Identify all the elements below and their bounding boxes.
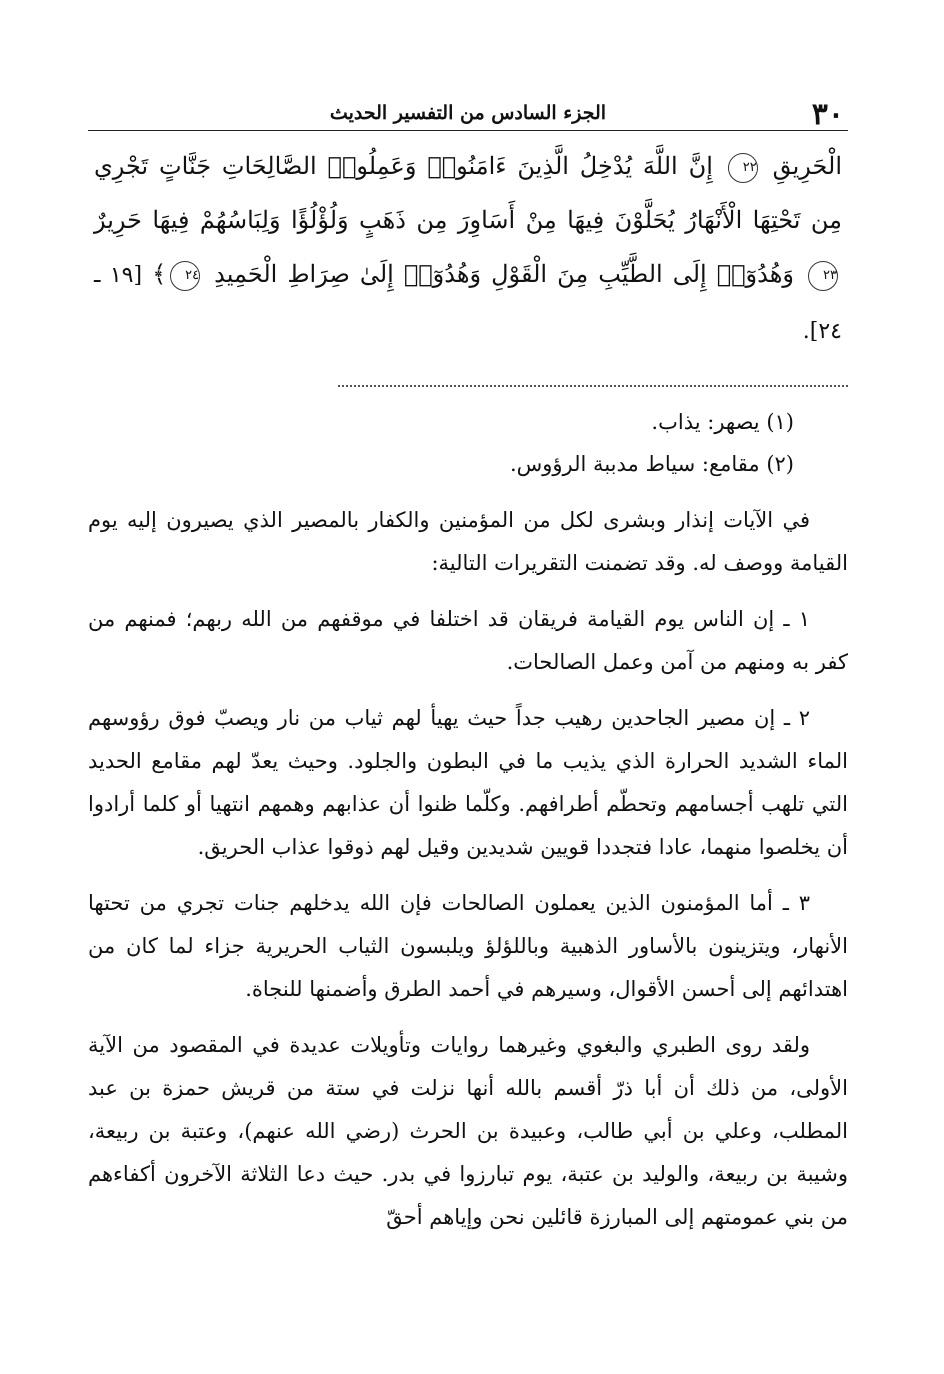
book-page [88, 97, 848, 1252]
ayah-number-marker: ٢٣ [808, 261, 838, 291]
verse-reference: [١٩ ـ ٢٤]. [94, 263, 842, 344]
footnote: (١) يصهر: يذاب. [651, 410, 794, 434]
quran-closing-bracket: ﴾ [152, 260, 167, 288]
commentary-text [88, 499, 848, 1239]
paragraph: ٢ ـ إن مصير الجاحدين رهيب جداً حيث يهيأ لهم ثياب من نار ويصبّ فوق رؤوسهم الماء الشديد الحرارة الذي يذيب ما في البطون والجلود. وحيث يعدّ لهم مقامع الحديد التي تلهب أجسامهم وتحطّم أطرافهم. وكلّما ظنوا أن عذابهم وهمهم انتهيا أو كلما أرادوا أن يخلصوا منهما، عادا فتجددا قويين شديدين وقيل لهم ذوقوا عذاب الحريق. [88, 706, 848, 859]
quran-segment: الْحَرِيقِ [772, 152, 842, 180]
footnote-separator [338, 385, 848, 387]
quran-segment: إِنَّ اللَّهَ يُدْخِلُ الَّذِينَ ءَامَنُوا۟ وَعَمِلُوا۟ الصَّالِحَاتِ جَنَّاتٍ تَجْرِي مِن تَحْتِهَا الْأَنْهَارُ يُحَلَّوْنَ فِيهَا مِنْ أَسَاوِرَ مِن ذَهَبٍ وَلُؤْلُؤًا وَلِبَاسُهُمْ فِيهَا حَرِيرٌ [94, 152, 842, 234]
running-title: الجزء السادس من التفسير الحديث [329, 102, 607, 124]
quran-segment: وَهُدُوٓا۟ إِلَى الطَّيِّبِ مِنَ الْقَوْلِ وَهُدُوٓا۟ إِلَىٰ صِرَاطِ الْحَمِيدِ [214, 260, 794, 288]
page-header [88, 97, 848, 132]
footnotes [88, 401, 794, 485]
footnote: (٢) مقامع: سياط مدببة الرؤوس. [509, 452, 794, 476]
page-number: ٣٠ [811, 97, 844, 132]
paragraph: في الآيات إنذار وبشرى لكل من المؤمنين والكفار بالمصير الذي يصيرون إليه يوم القيامة ووصف له. وقد تضمنت التقريرات التالية: [88, 508, 848, 575]
quran-verses [94, 139, 842, 359]
paragraph: ٣ ـ أما المؤمنون الذين يعملون الصالحات فإن الله يدخلهم جنات تجري من تحتها الأنهار، ويتزينون بالأساور الذهبية وباللؤلؤ ويلبسون الثياب الحريرية جزاء لما كان من اهتدائهم إلى أحسن الأقوال، وسيرهم في أحمد الطرق وأضمنها للنجاة. [88, 891, 848, 1001]
paragraph: ولقد روى الطبري والبغوي وغيرهما روايات وتأويلات عديدة في المقصود من الآية الأولى، من ذلك أن أبا ذرّ أقسم بالله أنها نزلت في ستة من قريش حمزة بن عبد المطلب، وعلي بن أبي طالب، وعبيدة بن الحرث (رضي الله عنهم)، وعتبة بن ربيعة، وشيبة بن ربيعة، والوليد بن عتبة، يوم تبارزوا في بدر. حيث دعا الثلاثة الآخرون أكفاءهم من بني عمومتهم إلى المبارزة قائلين نحن وإياهم أحقّ [88, 1033, 848, 1229]
ayah-number-marker: ٢٤ [170, 261, 200, 291]
paragraph: ١ ـ إن الناس يوم القيامة فريقان قد اختلفا في موقفهم من الله ربهم؛ فمنهم من كفر به ومنهم من آمن وعمل الصالحات. [88, 607, 848, 674]
ayah-number-marker: ٢٢ [728, 153, 758, 183]
